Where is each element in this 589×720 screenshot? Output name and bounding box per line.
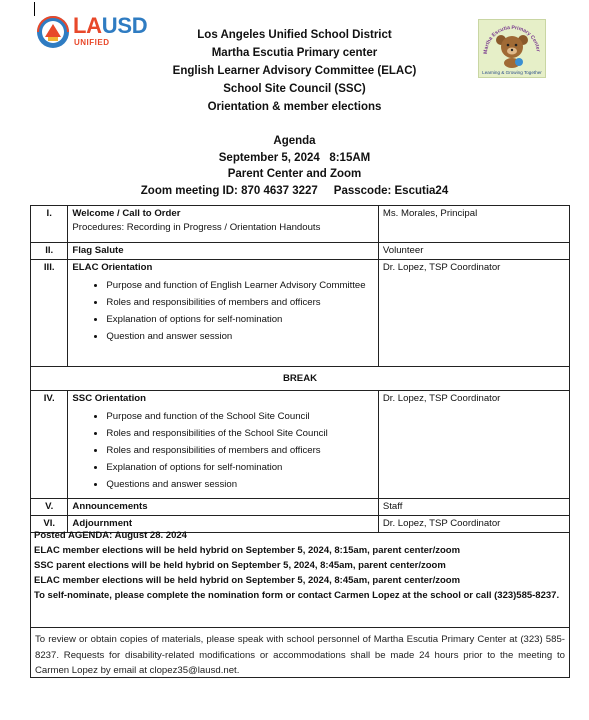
item-number: II. — [31, 243, 68, 260]
item-presenter: Dr. Lopez, TSP Coordinator — [378, 391, 569, 499]
list-item: • Purpose and function of English Learner Advisory Committee — [106, 277, 373, 294]
header-line-elac: English Learner Advisory Committee (ELAC) — [172, 65, 417, 77]
agenda-row — [31, 391, 570, 499]
text-cursor — [34, 2, 35, 16]
break-row — [31, 367, 570, 391]
header-line-purpose: Orientation & member elections — [207, 101, 382, 113]
item-number: VI. — [31, 516, 68, 533]
item-title: Adjournment — [68, 516, 378, 533]
lausd-wordmark: LAUSD — [73, 13, 148, 38]
item-subtitle: Procedures: Recording in Progress / Orientation Handouts — [72, 222, 321, 233]
agenda-location: Parent Center and Zoom — [227, 168, 362, 180]
agenda-row — [31, 243, 570, 260]
break-label: BREAK — [31, 367, 570, 391]
list-item: • Roles and responsibilities of the School Site Council — [106, 425, 373, 442]
note-line: SSC parent elections will be held hybrid on September 5, 2024, 8:45am, parent center/zoom — [34, 560, 446, 571]
accommodation-footer: To review or obtain copies of materials, please speak with school personnel of Martha Escutia Primary Center at (323) 585-8237. Requests for disability-related modifications or accommodations shall be made 24 hours prior to the meeting to Carmen Lopez by email at clopez35@lausd.net. — [30, 628, 570, 678]
item-cell — [68, 391, 378, 499]
item-presenter: Volunteer — [378, 243, 569, 260]
item-cell — [68, 206, 378, 243]
agenda-table — [30, 205, 570, 533]
lausd-unified-text: UNIFIED — [74, 38, 110, 47]
item-bullet-list — [72, 408, 373, 493]
item-bullet-list — [72, 277, 373, 345]
agenda-row — [31, 206, 570, 243]
agenda-zoom-info: Zoom meeting ID: 870 4637 3227 Passcode: Escutia24 — [140, 184, 449, 197]
item-title: Welcome / Call to Order — [72, 208, 181, 219]
document-header — [0, 26, 589, 116]
item-title: SSC Orientation — [72, 393, 146, 404]
item-presenter: Dr. Lopez, TSP Coordinator — [378, 260, 569, 367]
item-number: I. — [31, 206, 68, 243]
note-line: Posted AGENDA: August 28. 2024 — [34, 530, 187, 541]
note-line: ELAC member elections will be held hybrid on September 5, 2024, 8:45am, parent center/zoom — [34, 575, 461, 586]
item-title: Flag Salute — [68, 243, 378, 260]
list-item: • Roles and responsibilities of members and officers — [106, 294, 373, 311]
list-item: • Question and answer session — [106, 328, 373, 345]
note-line: ELAC member elections will be held hybrid on September 5, 2024, 8:15am, parent center/zoom — [34, 545, 461, 556]
item-number: V. — [31, 499, 68, 516]
list-item: • Explanation of options for self-nomination — [106, 459, 373, 476]
list-item: • Questions and answer session — [106, 476, 373, 493]
agenda-date-time: September 5, 2024 8:15AM — [218, 151, 371, 164]
agenda-row — [31, 260, 570, 367]
item-presenter: Dr. Lopez, TSP Coordinator — [378, 516, 569, 533]
agenda-title: Agenda — [273, 135, 316, 147]
election-notes — [30, 526, 570, 628]
header-line-school: Martha Escutia Primary center — [211, 47, 378, 59]
header-line-district: Los Angeles Unified School District — [197, 29, 392, 41]
item-title: Announcements — [68, 499, 378, 516]
school-tagline: Learning & Growing Together — [482, 70, 542, 75]
list-item: • Roles and responsibilities of members and officers — [106, 442, 373, 459]
agenda-row — [31, 499, 570, 516]
list-item: • Explanation of options for self-nomination — [106, 311, 373, 328]
header-line-ssc: School Site Council (SSC) — [223, 83, 366, 95]
item-number: III. — [31, 260, 68, 367]
agenda-heading — [0, 133, 589, 199]
svg-text:Martha Escutia Primary Center: Martha Escutia Primary Center — [482, 24, 541, 55]
item-number: IV. — [31, 391, 68, 499]
note-line: To self-nominate, please complete the nomination form or contact Carmen Lopez at the school or call (323)585-8237. — [34, 590, 560, 601]
item-presenter: Ms. Morales, Principal — [378, 206, 569, 243]
item-presenter: Staff — [378, 499, 569, 516]
item-title: ELAC Orientation — [72, 262, 153, 273]
list-item: • Purpose and function of the School Site Council — [106, 408, 373, 425]
item-cell — [68, 260, 378, 367]
